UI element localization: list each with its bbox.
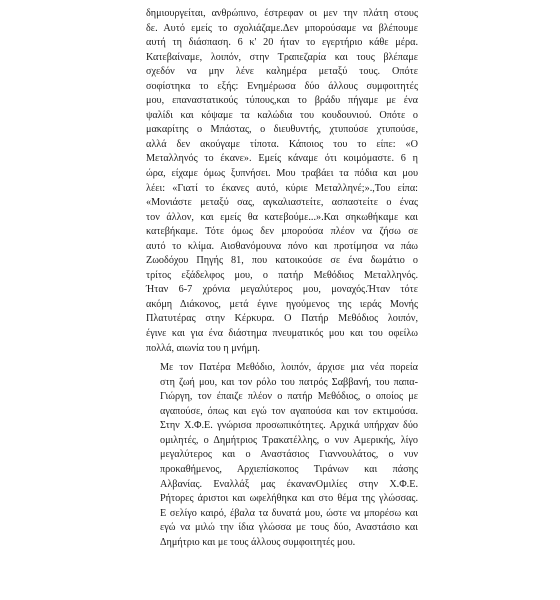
- text-line: Με τον Πατέρα Μεθόδιο, λοιπόν, άρχισε μια νέα πορεία: [160, 362, 418, 374]
- text-line: Ρήτορες άριστοι και ωφελήθηκα και στο θέμα της γλώσσας.: [160, 493, 418, 505]
- paragraph: [146, 7, 418, 356]
- text-line: «Μονιάστε μεταξύ σας, αγκαλιαστείτε, ασπαστείτε ο ένας: [146, 197, 418, 209]
- text-line: ομιλητές, ο Δημήτριος Τρακατέλλης, ο νυν Αμερικής, λίγο: [160, 434, 418, 446]
- text-line: προκαθήμενος, Αρχιεπίσκοπος Τιράνων και πάσης: [160, 463, 418, 475]
- text-line: Μεταλληνός το έκανε». Εμείς κάναμε ότι κοιμόμαστε. 6 η: [146, 153, 418, 165]
- text-line: στη ζωή μου, και τον ρόλο του πατρός Σαββανή, του παπα-: [160, 376, 418, 388]
- text-line: λέει: «Γιατί το έκανες αυτό, κύριε Μεταλληνέ;».,Του είπα:: [146, 182, 418, 194]
- text-line: αλλά δεν ακούγαμε τίποτα. Κάποιος του το είπε: «Ο: [146, 138, 418, 150]
- text-line: τον άλλον, και εμείς θα κατεβούμε...».Και σηκωθήκαμε και: [146, 211, 418, 223]
- paragraph: [146, 361, 418, 550]
- text-line: πολλά, αιωνία του η μνήμη.: [146, 342, 260, 354]
- text-line: Ζωοδόχου Πηγής 81, που κατοικούσε σε ένα δωμάτιο ο: [146, 255, 418, 267]
- text-line: Κατεβαίναμε, λοιπόν, στην Τραπεζαρία και τους βλέπαμε: [146, 51, 418, 63]
- text-line: έγινε και για ένα διάστημα πνευματικός μου και του οφείλω: [146, 328, 418, 340]
- text-line: εγώ να μιλώ την ίδια γλώσσα με τους δύο, Αναστάσιο και: [160, 522, 418, 534]
- text-line: μεγαλύτερος και ο Αναστάσιος Γιαννουλάτος, ο νυν: [160, 449, 418, 461]
- text-line: μου, επαναστατικούς τύπους,και το βράδυ πήγαμε με ένα: [146, 95, 418, 107]
- text-line: σχεδόν να μην λένε καλημέρα μεταξύ τους. Οπότε: [146, 66, 418, 78]
- text-line: δημιουργείται, ανθρώπινο, έστρεφαν οι μεν την πλάτη στους: [146, 8, 418, 19]
- text-line: Γιώργη, τον έπαιζε πλέον ο πατήρ Μεθόδιος, ο οποίος με: [160, 391, 418, 403]
- text-line: Πλατυτέρας στην Κέρκυρα. Ο Πατήρ Μεθόδιος λοιπόν,: [146, 313, 418, 325]
- text-line: Στην Χ.Φ.Ε. γνώρισα προσωπικότητες. Αρχικά υπήρχαν δύο: [160, 420, 418, 432]
- text-line: Ε σελίγο καιρό, έβαλα τα δυνατά μου, ώστε να μπορέσω και: [160, 507, 418, 519]
- text-line: τρίτος εξάδελφος μου, ο πατήρ Μεθόδιος Μεταλληνός.: [146, 269, 418, 281]
- text-line: κατεβήκαμε. Τότε όμως δεν μπορούσα πλέον να ζήσω σε: [146, 226, 418, 238]
- text-line: Αλβανίας. Εναλλάξ μας έκανανΟμιλίες στην Χ.Φ.Ε.: [160, 478, 418, 490]
- text-line: δε. Αυτό εμείς το σχολιάζαμε.Δεν μπορούσαμε να βλέπουμε: [146, 22, 418, 34]
- text-line: αυτή τη διάσπαση. 6 κ' 20 ήταν το εγερτήριο κάθε μέρα.: [146, 37, 418, 49]
- text-line: Δημήτριο και με τους άλλους συμφοιτητές μου.: [160, 536, 356, 548]
- text-line: ώρα, είχαμε όμως ξυπνήσει. Μου τραβάει τα πόδια και μου: [146, 168, 418, 180]
- text-line: ψαλίδι και κόψαμε τα καλώδια του κουδουνιού. Οπότε ο: [146, 109, 418, 121]
- text-line: αγαπούσε, όπως και εγώ τον αγαπούσα και τον εκτιμούσα.: [160, 405, 418, 417]
- text-line: αυτό το κλίμα. Αισθανόμουνα πόνο και προτίμησα να πάω: [146, 240, 418, 252]
- body-text: [146, 7, 418, 550]
- text-line: Ήταν 6-7 χρόνια μεγαλύτερος μου, μοναχός.Ήταν τότε: [146, 284, 418, 296]
- text-line: σοφίστηκα το εξής: Ενημέρωσα δύο άλλους συμφοιτητές: [146, 80, 418, 92]
- text-line: μακαρίτης ο Μπάστας, ο διευθυντής, χτυπούσε χτυπούσε,: [146, 124, 418, 136]
- text-line: ακόμη Διάκονος, μετά έγινε ηγούμενος της ιεράς Μονής: [146, 298, 418, 310]
